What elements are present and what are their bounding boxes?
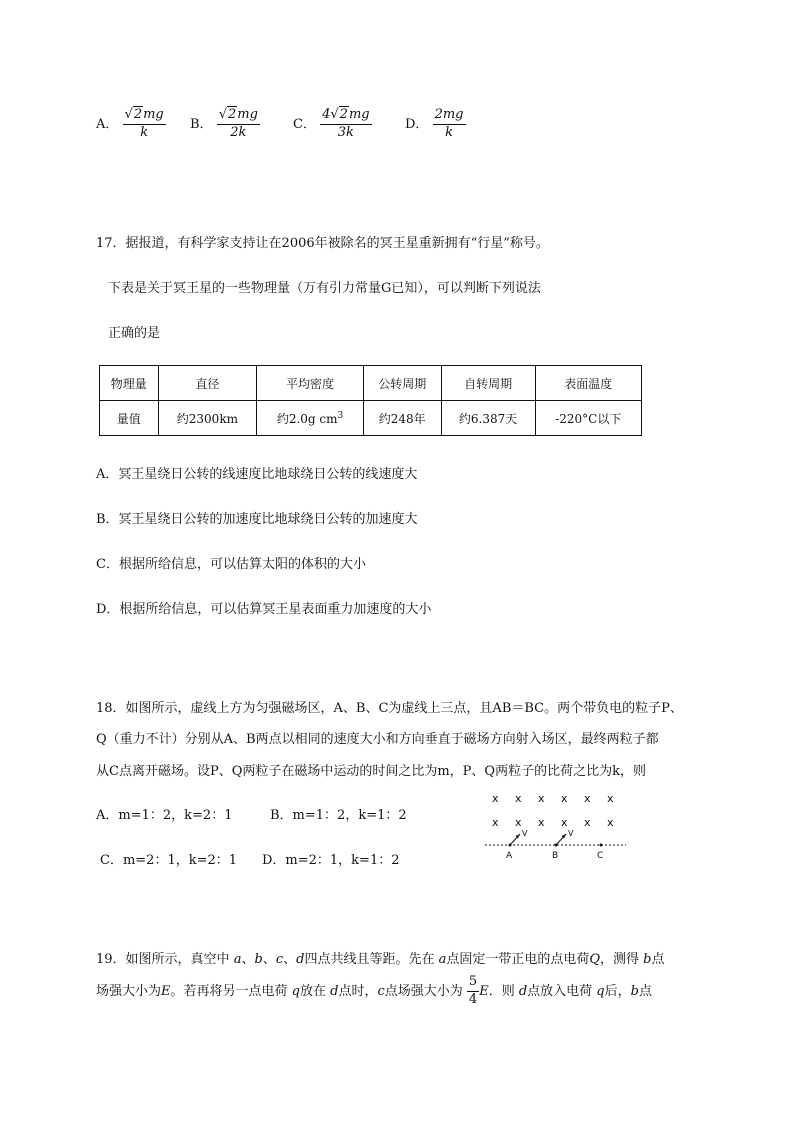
- table-header-row: [100, 366, 642, 401]
- field-crosses-row-2: [492, 816, 614, 829]
- table-header: 直径: [158, 366, 257, 401]
- table-row: [100, 401, 642, 436]
- field-cross: x: [515, 816, 522, 829]
- q17-stem-line3: 正确的是: [108, 326, 161, 341]
- q16-option-c: [293, 108, 372, 141]
- pluto-table: [99, 365, 642, 436]
- q19-stem-line1: 19．如图所示，真空中 a、b、c、d四点共线且等距。先在 a点固定一带正电的点电荷Q，测得 b点: [96, 952, 665, 967]
- point-label-b: B: [552, 851, 559, 861]
- table-cell: 约2.0g $cm^3$: [257, 401, 364, 436]
- q18-option-a: A．m=1：2，k=2：1: [96, 808, 233, 823]
- fraction: $\frac{2mg}{k}$: [434, 107, 464, 140]
- point-a: [509, 844, 512, 847]
- q17-stem-line2: 下表是关于冥王星的一些物理量（万有引力常量G已知），可以判断下列说法: [108, 281, 541, 296]
- field-cross: x: [492, 816, 499, 829]
- q18-option-b: B．m=1：2，k=1：2: [270, 808, 407, 823]
- q18-option-d: D．m=2：1，k=1：2: [262, 853, 400, 868]
- field-cross: x: [607, 816, 614, 829]
- fraction: $\frac{√2mg}{k}$: [124, 107, 164, 140]
- field-cross: x: [561, 816, 568, 829]
- field-cross: x: [561, 792, 568, 805]
- table-cell: 约248年: [363, 401, 441, 436]
- table-header: 表面温度: [535, 366, 641, 401]
- velocity-arrow-b: [556, 829, 574, 845]
- fraction: $\frac{√2mg}{2k}$: [218, 107, 258, 140]
- q17-stem: 17．据报道，有科学家支持让在2006年被除名的冥王星重新拥有“行星”称号。: [96, 236, 549, 251]
- field-cross: x: [538, 816, 545, 829]
- q16-option-b: [190, 108, 260, 141]
- velocity-label: V: [522, 829, 528, 838]
- q16-option-d: [405, 108, 466, 141]
- q19-stem-line2: 场强大小为E。若再将另一点电荷 q放在 d点时，c点场强大小为 $\frac{5}{4}$ E．则 d点放入电荷 q后，b点: [96, 974, 652, 1007]
- field-crosses-row-1: [492, 792, 614, 805]
- field-cross: x: [584, 816, 591, 829]
- q17-option-d: D．根据所给信息，可以估算冥王星表面重力加速度的大小: [96, 602, 432, 617]
- option-label: B．: [190, 116, 213, 132]
- option-label: A．: [96, 116, 119, 132]
- table-header: 物理量: [100, 366, 159, 401]
- field-cross: x: [515, 792, 522, 805]
- table-cell: 约6.387天: [441, 401, 535, 436]
- table-row-label: 量值: [100, 401, 159, 436]
- q16-option-a: [96, 108, 166, 141]
- velocity-arrow-a: [510, 829, 528, 845]
- q17-option-a: A．冥王星绕日公转的线速度比地球绕日公转的线速度大: [96, 467, 418, 482]
- velocity-label: V: [568, 829, 574, 838]
- point-b: [555, 844, 558, 847]
- q17-option-b: B．冥王星绕日公转的加速度比地球绕日公转的加速度大: [96, 512, 418, 527]
- table-cell: 约2300km: [158, 401, 257, 436]
- fraction: $\frac{4√2mg}{3k}$: [322, 107, 370, 140]
- point-c: [600, 844, 603, 847]
- table-header: 平均密度: [257, 366, 364, 401]
- option-label: D．: [405, 116, 429, 132]
- magnetic-field-diagram: [480, 786, 630, 866]
- table-header: 自转周期: [441, 366, 535, 401]
- table-header: 公转周期: [363, 366, 441, 401]
- q18-stem-line3: 从C点离开磁场。设P、Q两粒子在磁场中运动的时间之比为m，P、Q两粒子的比荷之比为k，则: [96, 764, 646, 779]
- field-cross: x: [607, 792, 614, 805]
- field-cross: x: [584, 792, 591, 805]
- field-cross: x: [538, 792, 545, 805]
- point-label-a: A: [506, 851, 513, 861]
- q18-option-c: C．m=2：1，k=2：1: [100, 853, 238, 868]
- fraction-five-fourths: $\frac{5}{4}$: [468, 974, 478, 1007]
- point-label-c: C: [597, 851, 604, 861]
- q17-option-c: C．根据所给信息，可以估算太阳的体积的大小: [96, 557, 366, 572]
- q18-stem-line2: Q（重力不计）分别从A、B两点以相同的速度大小和方向垂直于磁场方向射入场区，最终两粒子都: [96, 732, 659, 747]
- q18-stem-line1: 18．如图所示，虚线上方为匀强磁场区，A、B、C为虚线上三点，且AB＝BC。两个带负电的粒子P、: [96, 701, 683, 716]
- field-cross: x: [492, 792, 499, 805]
- table-cell: -220°C以下: [535, 401, 641, 436]
- option-label: C．: [293, 116, 316, 132]
